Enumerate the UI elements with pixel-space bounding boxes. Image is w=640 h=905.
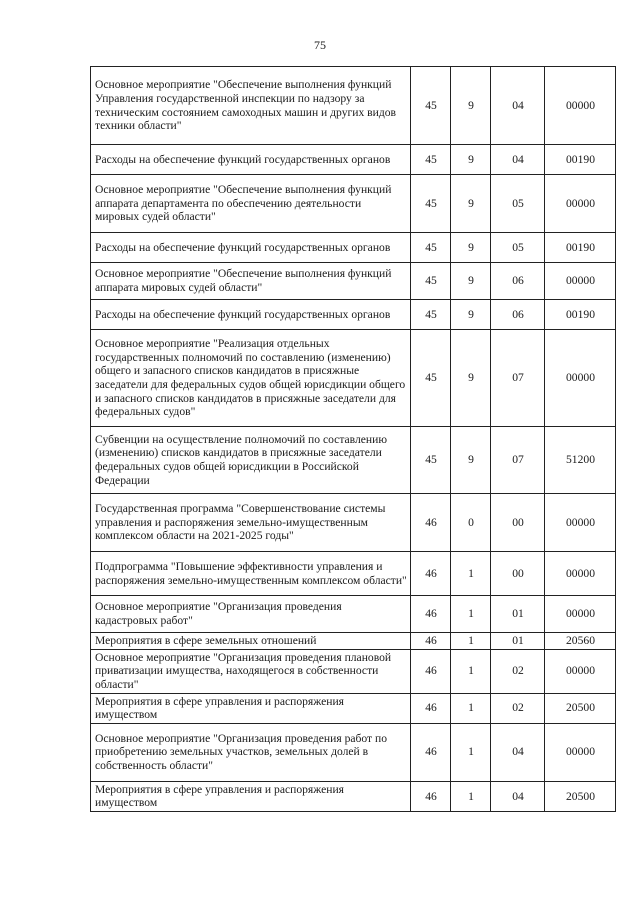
row-code-cell-a: 46 <box>411 596 451 633</box>
row-code-cell-c: 02 <box>491 649 545 693</box>
row-code-cell-d: 00000 <box>545 596 616 633</box>
row-name-cell: Субвенции на осуществление полномочий по составлению (изменению) списков кандидатов в присяжные заседатели федеральных судов общей юрисдикции в Российской Федерации <box>91 427 411 494</box>
row-code-cell-a: 46 <box>411 723 451 781</box>
table-row <box>91 175 616 233</box>
row-code-cell-b: 1 <box>451 596 491 633</box>
row-code-cell-b: 1 <box>451 633 491 650</box>
row-code-cell-b: 1 <box>451 781 491 811</box>
row-code-cell-a: 46 <box>411 552 451 596</box>
row-name-cell: Основное мероприятие "Организация проведения кадастровых работ" <box>91 596 411 633</box>
row-code-cell-c: 07 <box>491 330 545 427</box>
row-code-cell-a: 45 <box>411 263 451 300</box>
row-code-cell-a: 45 <box>411 67 451 145</box>
row-code-cell-d: 00190 <box>545 233 616 263</box>
row-code-cell-a: 45 <box>411 175 451 233</box>
table-row <box>91 67 616 145</box>
row-code-cell-b: 9 <box>451 330 491 427</box>
page-number: 75 <box>314 38 326 52</box>
row-code-cell-a: 46 <box>411 649 451 693</box>
row-code-cell-d: 20500 <box>545 781 616 811</box>
row-code-cell-c: 04 <box>491 781 545 811</box>
table-row <box>91 427 616 494</box>
row-code-cell-d: 00000 <box>545 175 616 233</box>
row-code-cell-b: 9 <box>451 300 491 330</box>
row-code-cell-a: 45 <box>411 145 451 175</box>
row-code-cell-d: 00000 <box>545 494 616 552</box>
row-code-cell-b: 9 <box>451 427 491 494</box>
row-name-cell: Подпрограмма "Повышение эффективности управления и распоряжения земельно-имущественным комплексом области" <box>91 552 411 596</box>
table-row <box>91 233 616 263</box>
row-code-cell-d: 00000 <box>545 67 616 145</box>
row-code-cell-c: 06 <box>491 300 545 330</box>
row-code-cell-a: 45 <box>411 330 451 427</box>
table-row <box>91 649 616 693</box>
row-name-cell: Государственная программа "Совершенствование системы управления и распоряжения земельно-имущественным комплексом области на 2021-2025 годы" <box>91 494 411 552</box>
table-row <box>91 693 616 723</box>
row-code-cell-a: 46 <box>411 693 451 723</box>
budget-table <box>90 66 616 812</box>
table-row <box>91 781 616 811</box>
row-code-cell-b: 0 <box>451 494 491 552</box>
row-code-cell-d: 00000 <box>545 723 616 781</box>
row-code-cell-c: 02 <box>491 693 545 723</box>
table-row <box>91 330 616 427</box>
row-code-cell-a: 46 <box>411 633 451 650</box>
row-code-cell-b: 9 <box>451 263 491 300</box>
table-row <box>91 633 616 650</box>
row-code-cell-a: 45 <box>411 427 451 494</box>
row-name-cell: Основное мероприятие "Реализация отдельных государственных полномочий по составлению (изменению) общего и запасного списков кандидатов в присяжные заседатели для федеральных судов общей юрисдикции общего и запасного списков кандидатов в присяжные заседатели для федеральных судов" <box>91 330 411 427</box>
row-code-cell-a: 46 <box>411 494 451 552</box>
row-code-cell-b: 9 <box>451 67 491 145</box>
row-code-cell-b: 9 <box>451 145 491 175</box>
row-code-cell-b: 9 <box>451 175 491 233</box>
row-code-cell-a: 45 <box>411 233 451 263</box>
row-name-cell: Расходы на обеспечение функций государственных органов <box>91 300 411 330</box>
row-code-cell-c: 05 <box>491 233 545 263</box>
table-row <box>91 552 616 596</box>
table-row <box>91 263 616 300</box>
row-code-cell-d: 00190 <box>545 145 616 175</box>
row-code-cell-b: 9 <box>451 233 491 263</box>
row-name-cell: Основное мероприятие "Организация проведения работ по приобретению земельных участков, земельных долей в собственность области" <box>91 723 411 781</box>
row-code-cell-b: 1 <box>451 649 491 693</box>
row-code-cell-c: 01 <box>491 596 545 633</box>
row-code-cell-d: 00000 <box>545 649 616 693</box>
row-code-cell-c: 00 <box>491 552 545 596</box>
row-code-cell-c: 01 <box>491 633 545 650</box>
row-name-cell: Основное мероприятие "Обеспечение выполнения функций аппарата мировых судей области" <box>91 263 411 300</box>
row-code-cell-c: 00 <box>491 494 545 552</box>
row-name-cell: Расходы на обеспечение функций государственных органов <box>91 233 411 263</box>
row-code-cell-b: 1 <box>451 723 491 781</box>
row-code-cell-c: 05 <box>491 175 545 233</box>
row-name-cell: Основное мероприятие "Обеспечение выполнения функций аппарата департамента по обеспечению деятельности мировых судей области" <box>91 175 411 233</box>
row-code-cell-d: 00000 <box>545 330 616 427</box>
row-code-cell-d: 20560 <box>545 633 616 650</box>
row-name-cell: Основное мероприятие "Обеспечение выполнения функций Управления государственной инспекции по надзору за техническим состоянием самоходных машин и других видов техники области" <box>91 67 411 145</box>
row-code-cell-d: 20500 <box>545 693 616 723</box>
table-row <box>91 145 616 175</box>
row-code-cell-c: 06 <box>491 263 545 300</box>
row-code-cell-d: 00000 <box>545 263 616 300</box>
row-code-cell-c: 07 <box>491 427 545 494</box>
row-code-cell-d: 00190 <box>545 300 616 330</box>
row-code-cell-c: 04 <box>491 67 545 145</box>
row-code-cell-b: 1 <box>451 693 491 723</box>
table-row <box>91 300 616 330</box>
row-code-cell-a: 46 <box>411 781 451 811</box>
row-name-cell: Основное мероприятие "Организация проведения плановой приватизации имущества, находящегося в собственности области" <box>91 649 411 693</box>
row-name-cell: Мероприятия в сфере управления и распоряжения имуществом <box>91 781 411 811</box>
table-row <box>91 494 616 552</box>
row-code-cell-c: 04 <box>491 723 545 781</box>
row-name-cell: Расходы на обеспечение функций государственных органов <box>91 145 411 175</box>
row-code-cell-d: 00000 <box>545 552 616 596</box>
table-row <box>91 723 616 781</box>
row-name-cell: Мероприятия в сфере управления и распоряжения имуществом <box>91 693 411 723</box>
row-code-cell-c: 04 <box>491 145 545 175</box>
table-row <box>91 596 616 633</box>
row-name-cell: Мероприятия в сфере земельных отношений <box>91 633 411 650</box>
row-code-cell-d: 51200 <box>545 427 616 494</box>
row-code-cell-b: 1 <box>451 552 491 596</box>
row-code-cell-a: 45 <box>411 300 451 330</box>
